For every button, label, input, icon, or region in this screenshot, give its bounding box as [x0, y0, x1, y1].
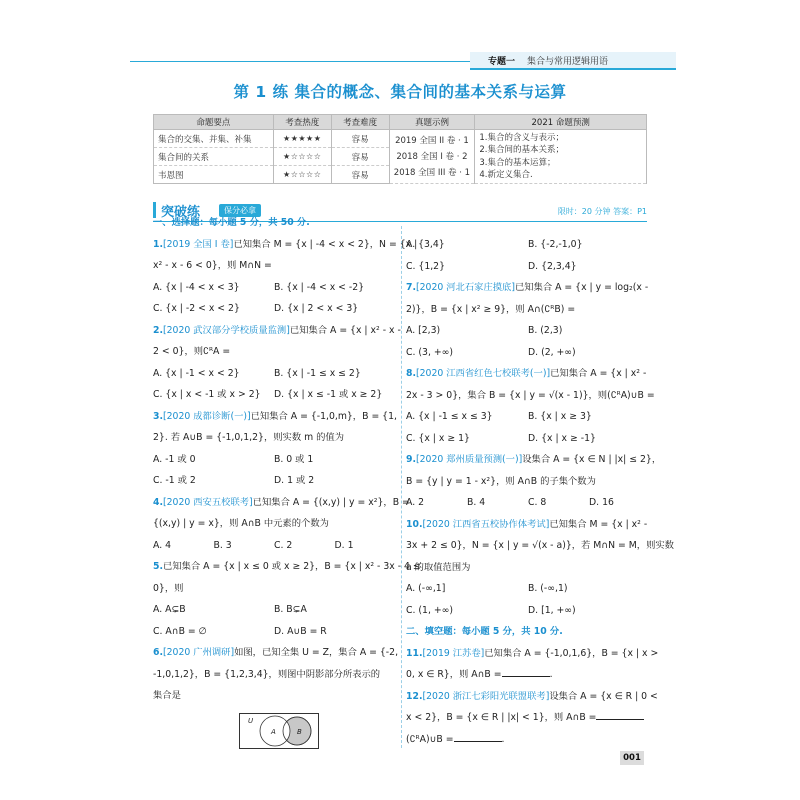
question-line: [153, 642, 399, 664]
question-line: [153, 234, 418, 256]
question-number: 3.: [153, 410, 164, 422]
answer-blank: [502, 667, 550, 677]
topic-title: 集合与常用逻辑用语: [527, 56, 609, 67]
option: A. -1 或 0: [153, 453, 196, 465]
exam-example: 2019 全国 II 卷 · 1: [395, 135, 469, 146]
question-text: a 的取值范围为: [406, 561, 471, 573]
page-title: 第 1 练 集合的概念、集合间的基本关系与运算: [233, 83, 567, 101]
table-header-row: [154, 115, 647, 130]
option: D. 1: [334, 539, 354, 551]
exam-info-table: [153, 114, 647, 184]
question-line: [153, 320, 401, 342]
table-header: 命题要点: [154, 115, 274, 130]
heat-stars: ★☆☆☆☆: [273, 148, 331, 166]
question-text: 0}，则: [153, 582, 184, 594]
answer-blank: [454, 732, 502, 742]
exam-example: 2018 全国 I 卷 · 2: [396, 151, 468, 162]
question-line: [406, 686, 658, 708]
option: D. 1 或 2: [274, 475, 315, 486]
question-text: 已知集合 A = {-1,0,1,6}，B = {x | x >: [484, 647, 659, 659]
answer-blank: [596, 710, 644, 720]
option: A. {x | -1 < x < 2}: [153, 367, 240, 379]
section-heading: 二、填空题：每小题 5 分，共 10 分.: [406, 626, 563, 637]
venn-label-a: A: [271, 727, 276, 736]
question-source: [2020 西安五校联考]: [163, 496, 253, 508]
question-line: [406, 664, 650, 686]
question-source: [2019 江苏卷]: [422, 647, 485, 659]
option: C. A∩B = ∅: [153, 625, 207, 637]
question-text: 已知集合 A = {x | y = log₂(x -: [514, 282, 649, 293]
options-row: [406, 578, 650, 600]
section-meta: 限时：20 分钟 答案：P1: [557, 207, 647, 216]
question-line: [406, 363, 650, 385]
options-row: [153, 363, 395, 385]
option: B. {x | -4 < x < -2}: [274, 281, 365, 293]
option: D. A∪B = R: [274, 625, 327, 637]
table-cell: 集合间的关系: [154, 148, 274, 166]
option: A. (-∞,1]: [406, 583, 446, 594]
question-text: 如图，已知全集 U = Z，集合 A = {-2,: [234, 647, 399, 658]
options-row: [406, 492, 650, 514]
heat-stars: ★☆☆☆☆: [273, 166, 331, 184]
exam-examples: [389, 130, 475, 184]
option: B. (-∞,1): [528, 583, 568, 594]
question-text: 已知集合 M = {x | -4 < x < 2}，N = {x |: [233, 238, 418, 250]
question-source: [2020 武汉部分学校质量监测]: [163, 324, 290, 336]
option: C. {x | x < -1 或 x > 2}: [153, 389, 261, 400]
question-number: 11.: [406, 647, 423, 659]
question-source: [2020 郑州质量预测(一)]: [416, 454, 523, 465]
question-number: 10.: [406, 518, 423, 530]
exam-example: 2018 全国 III 卷 · 1: [393, 167, 471, 178]
question-line: [406, 643, 659, 665]
option: B. 3: [213, 539, 232, 551]
question-text: 集合是: [153, 690, 181, 701]
prediction-item: 2.集合间的基本关系；: [479, 145, 564, 155]
option: C. {x | -2 < x < 2}: [153, 303, 240, 314]
option: B. (2,3): [528, 325, 563, 336]
options-row: [406, 234, 650, 256]
options-row: [153, 384, 395, 406]
options-row: [153, 599, 395, 621]
question-line: [153, 556, 421, 578]
question-source: [2020 广州调研]: [163, 647, 235, 658]
question-text: {(x,y) | y = x}，则 A∩B 中元素的个数为: [153, 518, 329, 529]
option: D. {x | 2 < x < 3}: [274, 303, 359, 314]
table-cell: 容易: [331, 148, 389, 166]
option: A. {x | -1 ≤ x ≤ 3}: [406, 411, 493, 422]
page-number: 001: [620, 751, 644, 765]
question-line: [153, 406, 395, 428]
question-text: -1,0,1,2}，B = {1,2,3,4}，则图中阴影部分所表示的: [153, 668, 381, 680]
question-text: 2}. 若 A∪B = {-1,0,1,2}，则实数 m 的值为: [153, 432, 344, 443]
option: A. A⊊B: [153, 604, 186, 615]
table-header: 考查难度: [331, 115, 389, 130]
question-text: .: [549, 669, 553, 680]
question-text: 3x + 2 ≤ 0}，N = {x | y = √(x - a)}，若 M∩N = M，则实数: [406, 540, 674, 551]
option: B. 4: [467, 497, 486, 508]
section-badge: 保分必拿: [219, 204, 261, 217]
option: C. 8: [528, 497, 547, 508]
question-text: 已知集合 M = {x | x² -: [549, 518, 648, 530]
question-number: 8.: [406, 368, 417, 379]
options-row: [406, 256, 650, 278]
option: B. {-2,-1,0}: [528, 239, 583, 250]
option: D. (2, +∞): [528, 346, 576, 358]
table-cell: 容易: [331, 130, 389, 148]
option: D. {x | x ≥ -1}: [528, 432, 596, 444]
prediction-item: 4.新定义集合.: [479, 170, 533, 180]
question-number: 4.: [153, 496, 164, 508]
options-row: [406, 342, 650, 364]
table-header: 考查热度: [273, 115, 331, 130]
venn-label-u: U: [248, 716, 254, 725]
column-divider: [401, 226, 402, 748]
question-number: 6.: [153, 647, 164, 658]
question-line: [406, 514, 650, 536]
table-cell: 容易: [331, 166, 389, 184]
topic-tag: 专题一: [488, 56, 516, 67]
question-text: 2)}，B = {x | x² ≥ 9}，则 A∩(∁ᴿB) =: [406, 303, 576, 315]
question-text: 已知集合 A = {x | x ≤ 0 或 x ≥ 2}，B = {x | x² - 3x - 4 ≤: [163, 561, 421, 572]
option: A. 2: [406, 497, 425, 508]
options-row: [153, 535, 395, 557]
venn-diagram: [239, 713, 319, 749]
question-text: 已知集合 A = {-1,0,m}，B = {1,: [250, 410, 397, 422]
question-line: [406, 449, 662, 471]
option: A. 4: [153, 539, 172, 551]
options-row: [406, 320, 650, 342]
question-source: [2020 江西省五校协作体考试]: [422, 518, 550, 530]
table-header: 2021 命题预测: [475, 115, 647, 130]
question-text: B = {y | y = 1 - x²}，则 A∩B 的子集个数为: [406, 475, 596, 487]
question-number: 1.: [153, 238, 164, 250]
question-source: [2020 江西省红色七校联考(一)]: [416, 368, 551, 379]
options-row: [406, 428, 650, 450]
section-heading: 一、选择题：每小题 5 分，共 50 分.: [153, 217, 310, 228]
option: B. B⊊A: [274, 604, 307, 615]
question-source: [2020 成都诊断(一)]: [163, 410, 251, 422]
question-line: [406, 729, 650, 751]
question-line: [153, 492, 410, 514]
option: A. [2,3): [406, 325, 441, 336]
option: C. {x | x ≥ 1}: [406, 432, 470, 444]
prediction-item: 1.集合的含义与表示；: [479, 132, 564, 143]
prediction-item: 3.集合的基本运算；: [479, 157, 556, 168]
question-source: [2020 河北石家庄摸底]: [416, 282, 515, 293]
option: B. {x | x ≥ 3}: [528, 411, 592, 422]
question-text: (∁ᴿA)∪B =: [406, 733, 454, 745]
heat-stars: ★★★★★: [273, 130, 331, 148]
question-text: x² - x - 6 < 0}，则 M∩N =: [153, 260, 272, 271]
question-text: 2x - 3 > 0}，集合 B = {x | y = √(x - 1)}，则(∁ᴿA)∪B =: [406, 389, 655, 401]
option: D. 16: [589, 497, 614, 508]
option: C. (3, +∞): [406, 346, 454, 358]
question-line: [406, 277, 650, 299]
options-row: [153, 470, 395, 492]
table-cell: 集合的交集、并集、补集: [154, 130, 274, 148]
option: D. {2,3,4}: [528, 260, 577, 272]
question-text: .: [501, 733, 505, 745]
right-column: [406, 234, 674, 750]
section-name: 突破练: [161, 205, 201, 220]
option: B. {x | -1 ≤ x ≤ 2}: [274, 367, 361, 379]
question-number: 2.: [153, 324, 164, 336]
option: C. (1, +∞): [406, 604, 454, 616]
option: C. {1,2}: [406, 260, 446, 272]
question-number: 5.: [153, 561, 164, 572]
topic-header: [470, 52, 676, 70]
question-text: 0, x ∈ R}，则 A∩B =: [406, 669, 502, 680]
options-row: [406, 600, 650, 622]
table-cell: 韦恩图: [154, 166, 274, 184]
question-text: 设集合 A = {x ∈ N | |x| ≤ 2}，: [522, 454, 662, 465]
options-row: [153, 449, 395, 471]
question-line: [406, 707, 650, 729]
question-text: 设集合 A = {x ∈ R | 0 <: [549, 690, 658, 702]
option: C. 2: [274, 539, 293, 551]
options-row: [153, 298, 395, 320]
question-source: [2020 浙江七彩阳光联盟联考]: [422, 690, 550, 702]
option: A. {x | -4 < x < 3}: [153, 281, 240, 293]
option: D. {x | x ≤ -1 或 x ≥ 2}: [274, 389, 383, 400]
question-text: x < 2}，B = {x ∈ R | |x| < 1}，则 A∩B =: [406, 712, 597, 723]
question-number: 7.: [406, 282, 417, 293]
question-text: 已知集合 A = {x | x² -: [550, 368, 647, 379]
table-header: 真题示例: [389, 115, 475, 130]
question-text: 2 < 0}，则∁ᴿA =: [153, 346, 231, 357]
option: D. [1, +∞): [528, 604, 576, 616]
predictions: [475, 130, 647, 184]
option: B. 0 或 1: [274, 453, 314, 465]
options-row: [153, 621, 395, 643]
option: A. {3,4}: [406, 239, 445, 250]
venn-label-b: B: [297, 727, 302, 736]
question-number: 12.: [406, 690, 423, 702]
option: C. -1 或 2: [153, 475, 196, 486]
table-row: [154, 130, 647, 148]
question-source: [2019 全国 I 卷]: [163, 238, 234, 250]
question-number: 9.: [406, 454, 417, 465]
question-text: 已知集合 A = {x | x² - x -: [289, 324, 401, 336]
question-text: 已知集合 A = {(x,y) | y = x²}，B =: [252, 496, 410, 508]
options-row: [153, 277, 395, 299]
options-row: [406, 406, 650, 428]
